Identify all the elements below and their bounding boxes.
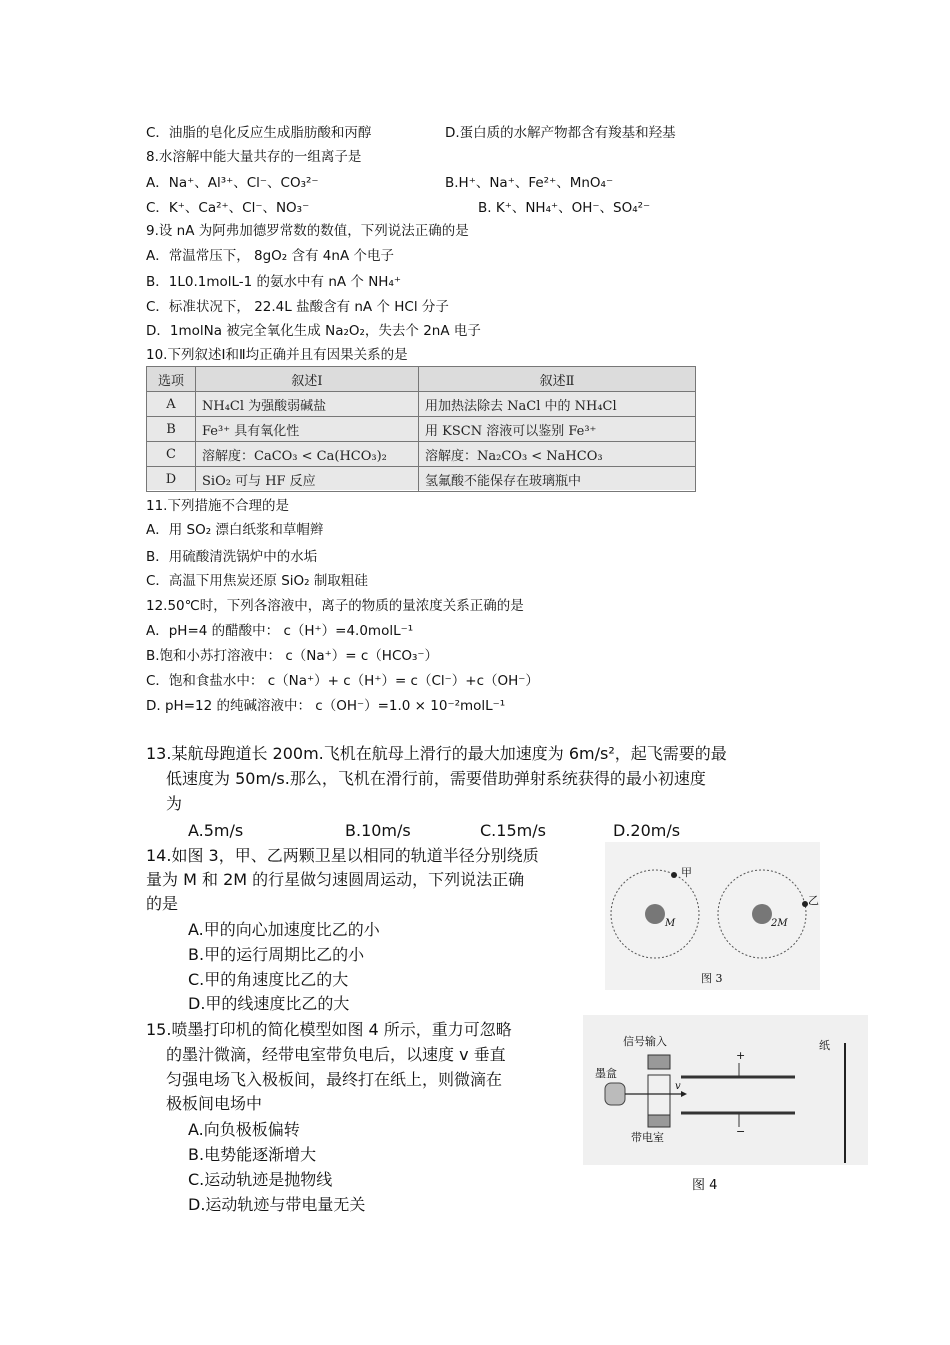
q14-option-d: D.甲的线速度比乙的大 — [188, 994, 350, 1013]
table-row — [147, 467, 696, 492]
q9-option-c: C．标准状况下， 22.4L 盐酸含有 nA 个 HCl 分子 — [146, 299, 449, 315]
orbit-diagram — [605, 842, 820, 990]
q12-option-c: C．饱和食盐水中： c（Na⁺）+ c（H⁺）= c（Cl⁻）+c（OH⁻） — [146, 673, 539, 689]
q13-option-b: B.10m/s — [345, 821, 411, 840]
planet-m — [645, 904, 665, 924]
ink-box — [605, 1083, 625, 1105]
q12-option-a: A．pH=4 的醋酸中： c（H⁺）=4.0molL⁻¹ — [146, 623, 414, 639]
q10-statement-1: SiO₂ 可与 HF 反应 — [196, 467, 419, 492]
q14-line-1: 14.如图 3，甲、乙两颗卫星以相同的轨道半径分别绕质 — [146, 846, 539, 865]
label-charging-chamber: 带电室 — [631, 1131, 664, 1144]
q10-statement-1: NH₄Cl 为强酸弱碱盐 — [196, 392, 419, 417]
q8-option-d: B. K⁺、NH₄⁺、OH⁻、SO₄²⁻ — [478, 200, 651, 216]
q12-option-d: D. pH=12 的纯碱溶液中： c（OH⁻）=1.0 × 10⁻²molL⁻¹ — [146, 698, 506, 714]
q10-statement-2: 用 KSCN 溶液可以鉴别 Fe³⁺ — [419, 417, 696, 442]
q15-line-3: 匀强电场飞入极板间，最终打在纸上，则微滴在 — [166, 1070, 503, 1089]
q14-line-3: 的是 — [146, 894, 179, 913]
q14-option-c: C.甲的角速度比乙的大 — [188, 970, 349, 989]
q10-table-header — [147, 367, 696, 392]
label-minus: − — [736, 1125, 746, 1138]
figure-3-caption: 图 3 — [701, 972, 723, 985]
signal-block — [648, 1055, 670, 1069]
q14-option-a: A.甲的向心加速度比乙的小 — [188, 920, 380, 939]
q10-statement-2: 氢氟酸不能保存在玻璃瓶中 — [419, 467, 696, 492]
q13-line-1: 13.某航母跑道长 200m.飞机在航母上滑行的最大加速度为 6m/s²，起飞需要的最 — [146, 744, 727, 763]
q10-statement-1: Fe³⁺ 具有氧化性 — [196, 417, 419, 442]
table-row — [147, 417, 696, 442]
q11-option-a: A．用 SO₂ 漂白纸浆和草帽辫 — [146, 522, 324, 538]
label-plus: + — [736, 1049, 746, 1062]
q15-option-a: A.向负极板偏转 — [188, 1120, 300, 1139]
label-m: M — [665, 918, 676, 929]
charging-chamber — [648, 1075, 670, 1115]
q10-row-label: C — [147, 442, 196, 467]
q10-header-statement-1: 叙述Ⅰ — [196, 367, 419, 392]
q10-header-statement-2: 叙述Ⅱ — [419, 367, 696, 392]
q15-line-2: 的墨汁微滴，经带电室带负电后，以速度 v 垂直 — [166, 1045, 506, 1064]
q10-header-option: 选项 — [147, 367, 196, 392]
q10-row-label: A — [147, 392, 196, 417]
q12-stem: 12.50℃时，下列各溶液中，离子的物质的量浓度关系正确的是 — [146, 598, 524, 614]
q7-option-c: C．油脂的皂化反应生成脂肪酸和丙醇 — [146, 125, 372, 141]
q7-option-d: D.蛋白质的水解产物都含有羧基和羟基 — [445, 125, 676, 141]
planet-2m — [752, 904, 772, 924]
q9-option-a: A．常温常压下， 8gO₂ 含有 4nA 个电子 — [146, 248, 394, 264]
q14-line-2: 量为 M 和 2M 的行星做匀速圆周运动，下列说法正确 — [146, 870, 525, 889]
q8-option-a: A．Na⁺、Al³⁺、Cl⁻、CO₃²⁻ — [146, 175, 319, 191]
q11-option-c: C．高温下用焦炭还原 SiO₂ 制取粗硅 — [146, 573, 368, 589]
label-velocity: v — [675, 1081, 681, 1092]
q10-row-label: D — [147, 467, 196, 492]
satellite-jia — [671, 872, 677, 878]
table-row — [147, 392, 696, 417]
figure-3-satellites — [605, 842, 820, 990]
q11-stem: 11.下列措施不合理的是 — [146, 498, 289, 514]
q10-stem: 10.下列叙述Ⅰ和Ⅱ均正确并且有因果关系的是 — [146, 347, 408, 363]
figure-4-caption: 图 4 — [692, 1178, 718, 1193]
q9-option-b: B．1L0.1molL-1 的氨水中有 nA 个 NH₄⁺ — [146, 274, 401, 290]
q13-line-3: 为 — [166, 794, 183, 813]
q11-option-b: B．用硫酸清洗锅炉中的水垢 — [146, 549, 318, 565]
q15-option-b: B.电势能逐渐增大 — [188, 1145, 317, 1164]
velocity-arrow-icon — [681, 1091, 687, 1097]
q10-statement-1: 溶解度：CaCO₃ < Ca(HCO₃)₂ — [196, 442, 419, 467]
label-signal-input: 信号输入 — [623, 1035, 667, 1048]
q15-line-4: 极板间电场中 — [166, 1094, 263, 1113]
q10-table — [146, 366, 696, 490]
q10-row-label: B — [147, 417, 196, 442]
q15-line-1: 15.喷墨打印机的简化模型如图 4 所示，重力可忽略 — [146, 1020, 512, 1039]
q12-option-b: B.饱和小苏打溶液中： c（Na⁺）= c（HCO₃⁻） — [146, 648, 439, 664]
label-jia: 甲 — [681, 866, 692, 879]
figure-4-inkjet — [583, 1015, 868, 1165]
table-row — [147, 442, 696, 467]
q13-option-a: A.5m/s — [188, 821, 244, 840]
q14-option-b: B.甲的运行周期比乙的小 — [188, 945, 365, 964]
q10-statement-2: 溶解度：Na₂CO₃ < NaHCO₃ — [419, 442, 696, 467]
label-ink-box: 墨盒 — [595, 1067, 617, 1080]
q13-line-2: 低速度为 50m/s.那么，飞机在滑行前，需要借助弹射系统获得的最小初速度 — [166, 769, 706, 788]
label-paper: 纸 — [819, 1039, 830, 1052]
q13-option-d: D.20m/s — [613, 821, 681, 840]
q8-option-b: B.H⁺、Na⁺、Fe²⁺、MnO₄⁻ — [445, 175, 614, 191]
q13-option-c: C.15m/s — [480, 821, 546, 840]
q15-option-c: C.运动轨迹是抛物线 — [188, 1170, 333, 1189]
label-2m: 2M — [771, 918, 788, 929]
q9-stem: 9.设 nA 为阿弗加德罗常数的数值，下列说法正确的是 — [146, 223, 469, 239]
chamber-base — [648, 1115, 670, 1127]
q8-option-c: C．K⁺、Ca²⁺、Cl⁻、NO₃⁻ — [146, 200, 310, 216]
q10-statement-2: 用加热法除去 NaCl 中的 NH₄Cl — [419, 392, 696, 417]
label-yi: 乙 — [808, 894, 819, 907]
q15-option-d: D.运动轨迹与带电量无关 — [188, 1195, 366, 1214]
q8-stem: 8.水溶解中能大量共存的一组离子是 — [146, 149, 362, 165]
q9-option-d: D．1molNa 被完全氧化生成 Na₂O₂，失去个 2nA 电子 — [146, 323, 481, 339]
